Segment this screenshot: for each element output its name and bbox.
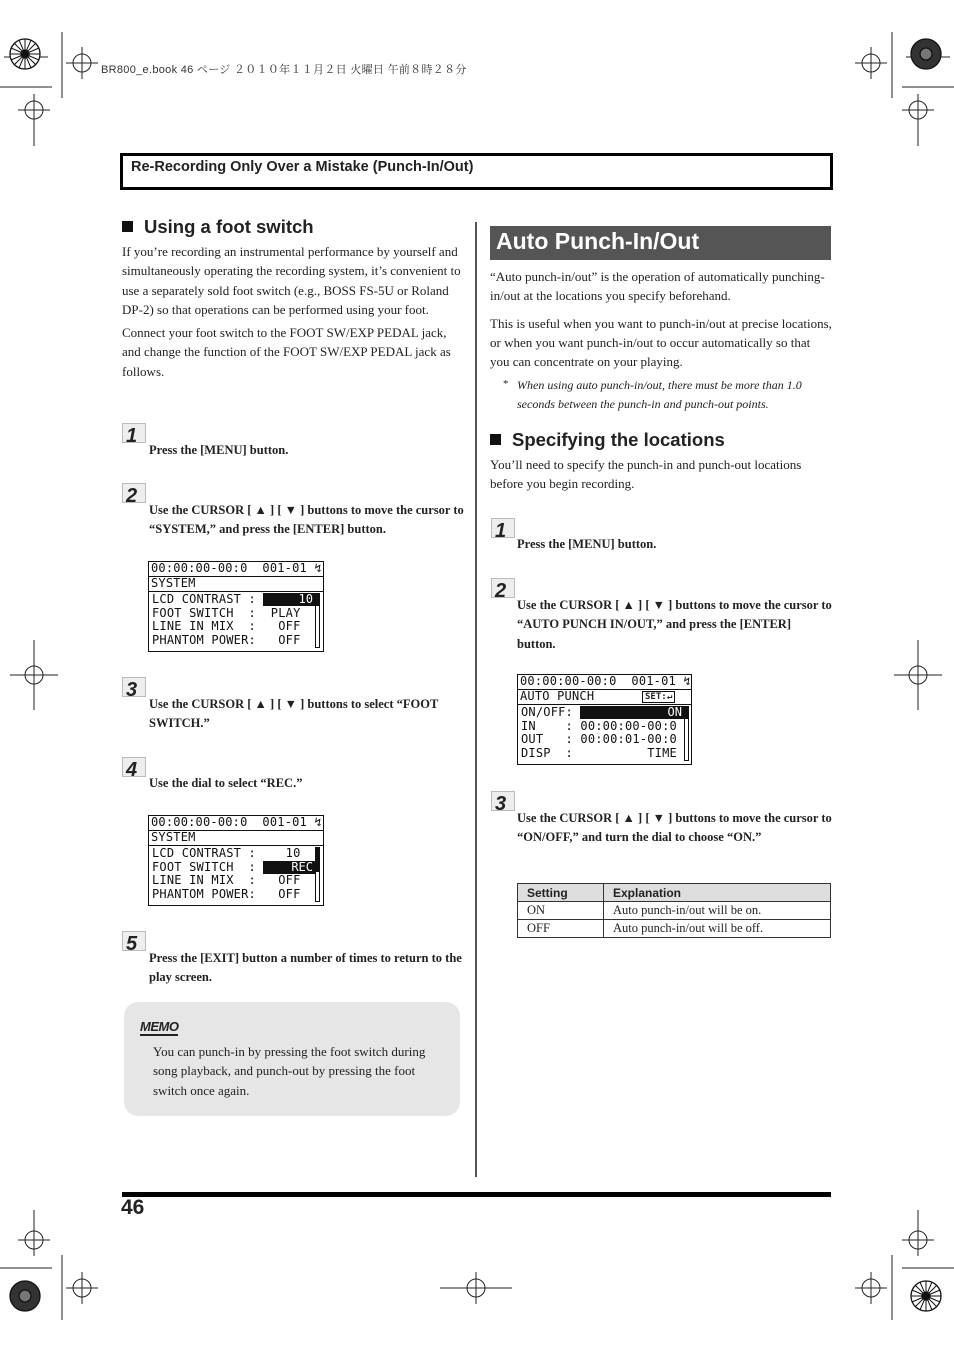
lcd-line: DISP : TIME [521, 746, 677, 760]
step-number-box: 1 [491, 518, 515, 538]
paragraph: You’ll need to specify the punch-in and punch-out locations before you begin recording. [490, 457, 802, 492]
auto-punch-intro [490, 267, 832, 375]
step-number-box: 3 [122, 677, 146, 697]
lcd-status-line: 00:00:00-00:0 001-01 ↯ [151, 815, 322, 829]
memo-text: You can punch-in by pressing the foot switch during song playback, and punch-out by pressing the foot switch once again. [153, 1044, 426, 1098]
lcd-status-line: 00:00:00-00:0 001-01 ↯ [151, 561, 322, 575]
section-heading-foot-switch: Using a foot switch [122, 216, 462, 238]
paragraph: Connect your foot switch to the FOOT SW/EXP PEDAL jack, and change the function of the FOOT SW/EXP PEDAL jack as follows. [122, 325, 451, 379]
lcd-line: LINE IN MIX : OFF [152, 873, 301, 887]
header-title: Re-Recording Only Over a Mistake (Punch-In/Out) [131, 159, 474, 175]
lcd-screen-system-rec [148, 815, 324, 906]
lcd-line: AUTO PUNCH [520, 689, 595, 703]
bullet-square-icon [490, 434, 501, 445]
lcd-status-line: 00:00:00-00:0 001-01 ↯ [520, 674, 691, 688]
section-title-auto-punch: Auto Punch-In/Out [496, 228, 700, 254]
step-text: Use the CURSOR [ ▲ ] [ ▼ ] buttons to move the cursor to “ON/OFF,” and turn the dial to choose “ON.” [517, 811, 832, 845]
lcd-line: SYSTEM [151, 830, 196, 844]
lcd-line: FOOT SWITCH : [152, 860, 256, 874]
section-heading-locations: Specifying the locations [490, 429, 832, 451]
step-number-box: 2 [491, 578, 515, 598]
left-column [122, 216, 462, 385]
specifying-section [490, 429, 832, 494]
note-text: When using auto punch-in/out, there must be more than 1.0 seconds between the punch-in and punch-out points. [517, 378, 802, 412]
step-number-box: 2 [122, 483, 146, 503]
set-enter-icon: SET:↵ [642, 691, 675, 703]
table-header-row [518, 884, 831, 902]
table-row [518, 920, 831, 938]
table-cell: OFF [518, 920, 604, 938]
lcd-line: LCD CONTRAST : [152, 592, 256, 606]
lcd-line: IN : 00:00:00-00:0 [521, 719, 677, 733]
bullet-square-icon [122, 221, 133, 232]
step-number-box: 1 [122, 423, 146, 443]
lcd-line: PHANTOM POWER: OFF [152, 633, 301, 647]
lcd-line: LCD CONTRAST : 10 [152, 846, 301, 860]
lcd-highlight: 10 [263, 593, 315, 606]
step-text: Use the CURSOR [ ▲ ] [ ▼ ] buttons to select “FOOT SWITCH.” [149, 697, 439, 731]
step-text: Use the dial to select “REC.” [149, 776, 303, 790]
lcd-highlight: ON [580, 706, 684, 719]
lcd-line: PHANTOM POWER: OFF [152, 887, 301, 901]
memo-label: MEMO [140, 1019, 179, 1034]
step-text: Use the CURSOR [ ▲ ] [ ▼ ] buttons to move the cursor to “SYSTEM,” and press the [ENTER] button. [149, 503, 464, 537]
settings-table [517, 883, 831, 938]
lcd-line: LINE IN MIX : OFF [152, 619, 301, 633]
memo-box [124, 1002, 460, 1116]
table-cell: Auto punch-in/out will be off. [604, 920, 831, 938]
step-number-box: 4 [122, 757, 146, 777]
lcd-screen-auto-punch [517, 674, 692, 765]
lcd-scrollbar [315, 593, 320, 648]
paragraph: This is useful when you want to punch-in/out at precise locations, or when you want punch-in/out to occur automatically so that you can concentrate on your playing. [490, 315, 832, 370]
lcd-screen-system [148, 561, 324, 652]
table-cell: Auto punch-in/out will be on. [604, 902, 831, 920]
step-number-box: 3 [491, 791, 515, 811]
table-cell: ON [518, 902, 604, 920]
foot-switch-intro [122, 242, 462, 381]
lcd-highlight: REC [263, 861, 315, 874]
step-text: Press the [EXIT] button a number of times to return to the play screen. [149, 951, 462, 985]
print-header: BR800_e.book 46 ページ ２０１０年１１月２日 火曜日 午前８時２８分 [101, 64, 467, 76]
lcd-line: ON/OFF: [521, 705, 573, 719]
metronome-icon: ↯ [683, 674, 691, 688]
step-text: Use the CURSOR [ ▲ ] [ ▼ ] buttons to move the cursor to “AUTO PUNCH IN/OUT,” and press the [ENTER] button. [517, 598, 832, 651]
lcd-scrollbar [315, 847, 320, 902]
lcd-scrollbar [684, 706, 689, 761]
step-text: Press the [MENU] button. [517, 537, 657, 551]
lcd-line: SYSTEM [151, 576, 196, 590]
lcd-line: FOOT SWITCH : PLAY [152, 606, 301, 620]
lcd-line: OUT : 00:00:01-00:0 [521, 732, 677, 746]
table-header-cell: Explanation [604, 884, 831, 902]
note-asterisk: * [503, 378, 509, 390]
paragraph: “Auto punch-in/out” is the operation of automatically punching-in/out at the locations you specify beforehand. [490, 269, 825, 304]
step-number-box: 5 [122, 931, 146, 951]
paragraph: If you’re recording an instrumental performance by yourself and simultaneously operating the recording system, it’s convenient to use a separately sold foot switch (e.g., BOSS FS-5U or Roland DP-2) so that operations can be performed using your foot. [122, 244, 461, 317]
column-divider [475, 222, 477, 1177]
step-text: Press the [MENU] button. [149, 443, 289, 457]
page-number: 46 [121, 1196, 145, 1219]
metronome-icon: ↯ [314, 561, 322, 575]
footer-rule [122, 1192, 831, 1197]
table-header-cell: Setting [518, 884, 604, 902]
table-row [518, 902, 831, 920]
metronome-icon: ↯ [314, 815, 322, 829]
